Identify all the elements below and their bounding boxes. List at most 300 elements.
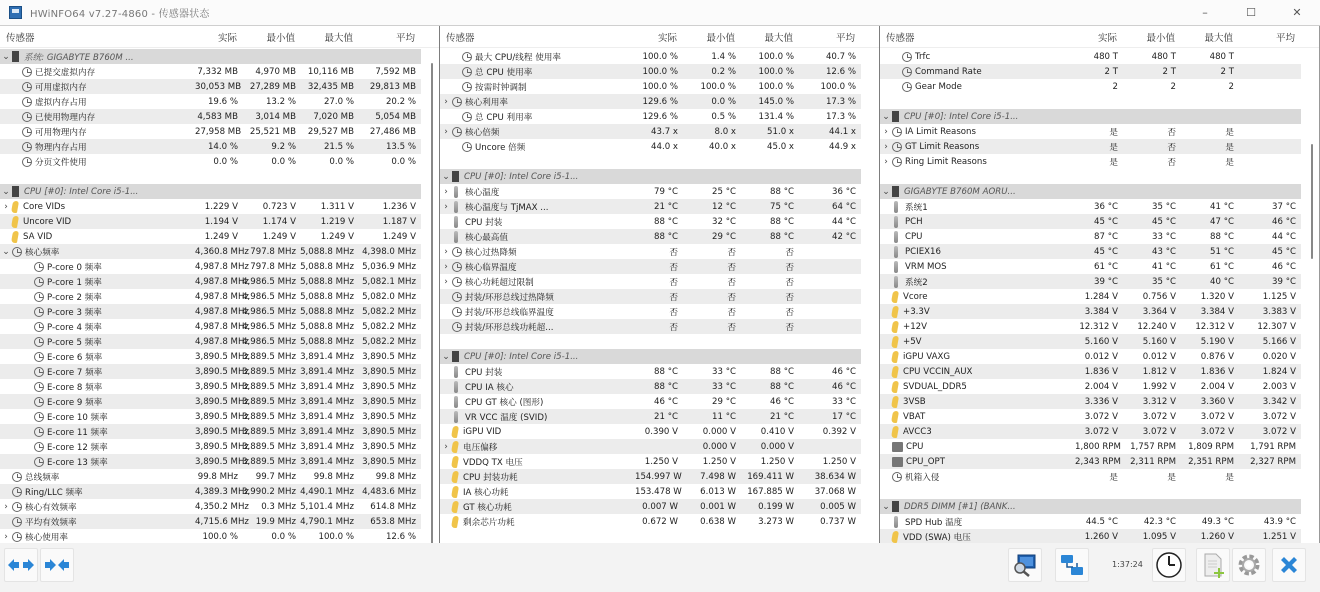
sensor-row[interactable]: [440, 499, 861, 514]
clock-sensor-icon: [452, 127, 462, 137]
value-avg: 45 °C: [1272, 246, 1296, 257]
value-min: 0.0 %: [271, 531, 296, 542]
clock-sensor-icon: [462, 112, 472, 122]
value-min: 否: [727, 307, 736, 318]
clock-sensor-icon: [452, 307, 462, 317]
value-current: 1.260 V: [1084, 531, 1118, 542]
sensor-row[interactable]: [880, 244, 1301, 259]
value-avg: 3.072 V: [1262, 426, 1296, 437]
sensor-row[interactable]: [0, 499, 421, 514]
value-max: 是: [1225, 157, 1234, 168]
sensor-row[interactable]: [440, 304, 861, 319]
sensor-name: CPU [#0]: Intel Core i5-1...: [464, 171, 579, 182]
sensor-row[interactable]: [440, 184, 861, 199]
collapse-columns-button[interactable]: [40, 548, 74, 582]
sensor-row[interactable]: [0, 244, 421, 259]
sensor-name: 总线频率: [25, 472, 60, 483]
value-avg: [795, 306, 857, 318]
value-current: 4,350.2 MHz: [195, 501, 249, 512]
value-min: 42.3 °C: [1143, 516, 1176, 527]
sensor-name: Ring Limit Reasons: [905, 156, 987, 167]
sensor-name: CPU [#0]: Intel Core i5-1...: [24, 186, 139, 197]
column-min[interactable]: 最小值: [1146, 32, 1175, 44]
expand-columns-button[interactable]: [4, 548, 38, 582]
thermometer-icon: [454, 411, 458, 423]
sensor-row[interactable]: [440, 424, 861, 439]
value-max: 3.384 V: [1200, 306, 1234, 317]
sensor-row[interactable]: [880, 379, 1301, 394]
sensor-name: SPD Hub 温度: [905, 517, 963, 528]
value-avg: 36 °C: [832, 186, 856, 197]
value-min: 0.2 %: [711, 66, 736, 77]
column-max[interactable]: 最大值: [324, 32, 353, 44]
sensor-row[interactable]: [880, 154, 1301, 169]
voltage-icon: [11, 216, 19, 228]
column-current[interactable]: 实际: [657, 32, 677, 44]
sensor-row[interactable]: [0, 124, 421, 139]
value-max: 3,891.4 MHz: [300, 456, 354, 467]
voltage-icon: [451, 486, 459, 498]
value-current: 0.007 W: [642, 501, 678, 512]
expand-chevron-icon[interactable]: ›: [884, 156, 888, 167]
expand-chevron-icon[interactable]: ›: [444, 276, 448, 287]
value-avg: 64 °C: [832, 201, 856, 212]
value-min: 797.8 MHz: [250, 246, 296, 257]
expand-chevron-icon[interactable]: ›: [444, 441, 448, 452]
value-avg: 46 °C: [832, 381, 856, 392]
thermometer-icon: [894, 201, 898, 213]
clock-sensor-icon: [462, 67, 472, 77]
value-avg: 29,813 MB: [369, 81, 416, 92]
clock-sensor-icon: [12, 532, 22, 542]
expand-chevron-icon[interactable]: ›: [444, 246, 448, 257]
value-max: 5,088.8 MHz: [300, 336, 354, 347]
sensor-row[interactable]: [0, 439, 421, 454]
sensor-row[interactable]: [440, 364, 861, 379]
sensor-row[interactable]: [880, 139, 1301, 154]
value-min: 13.2 %: [265, 96, 296, 107]
value-avg: 46 °C: [1272, 216, 1296, 227]
sensor-row[interactable]: [0, 229, 421, 244]
column-sensor[interactable]: 传感器: [446, 32, 475, 44]
sensor-row[interactable]: [0, 379, 421, 394]
sensor-name: E-core 11 频率: [47, 427, 108, 438]
sensor-row[interactable]: [880, 304, 1301, 319]
value-max: 3,891.4 MHz: [300, 396, 354, 407]
value-max: 41 °C: [1210, 201, 1234, 212]
value-min: 2,311 RPM: [1130, 456, 1176, 467]
expand-chevron-icon[interactable]: ›: [444, 261, 448, 272]
column-max[interactable]: 最大值: [1204, 32, 1233, 44]
value-avg: 1.251 V: [1262, 531, 1296, 542]
sensor-group-header[interactable]: [0, 49, 421, 64]
voltage-icon: [891, 531, 899, 543]
sensor-row[interactable]: [0, 454, 421, 469]
value-max: 是: [1225, 127, 1234, 138]
value-min: 否: [1167, 127, 1176, 138]
expand-chevron-icon[interactable]: ›: [4, 501, 8, 512]
sensor-name: P-core 5 频率: [47, 337, 102, 348]
value-min: 25,521 MB: [249, 126, 296, 137]
expand-chevron-icon[interactable]: ›: [884, 126, 888, 137]
value-max: 27.0 %: [323, 96, 354, 107]
sensor-name: 平均有效频率: [25, 517, 77, 528]
value-min: 4,986.5 MHz: [242, 336, 296, 347]
sensor-row[interactable]: [440, 289, 861, 304]
sensor-row[interactable]: [440, 139, 861, 154]
sensor-name: AVCC3: [903, 426, 932, 437]
sensor-name: 核心频率: [25, 247, 60, 258]
sensor-row[interactable]: [440, 454, 861, 469]
collapse-chevron-icon[interactable]: ⌄: [2, 246, 10, 257]
sensor-row[interactable]: [440, 469, 861, 484]
value-max: 5,088.8 MHz: [300, 291, 354, 302]
sensor-row[interactable]: [0, 484, 421, 499]
value-max: 5,101.4 MHz: [300, 501, 354, 512]
sensor-row[interactable]: [880, 334, 1301, 349]
value-min: 否: [727, 277, 736, 288]
value-avg: [1235, 52, 1297, 62]
sensor-row[interactable]: [880, 64, 1301, 79]
sensor-group-header[interactable]: [880, 184, 1301, 199]
sensor-row[interactable]: [440, 484, 861, 499]
sensor-row[interactable]: [880, 199, 1301, 214]
collapse-chevron-icon[interactable]: ⌄: [2, 51, 10, 62]
chip-icon: [452, 351, 459, 362]
value-avg: [795, 442, 857, 452]
sensor-name: CPU: [905, 231, 923, 242]
sensor-row[interactable]: [0, 349, 421, 364]
sensor-row[interactable]: [880, 49, 1301, 64]
voltage-icon: [11, 231, 19, 243]
value-current: 4,987.8 MHz: [195, 276, 249, 287]
value-avg: 44 °C: [832, 216, 856, 227]
value-min: 29 °C: [712, 396, 736, 407]
sensor-row[interactable]: [880, 469, 1301, 484]
value-min: 11 °C: [712, 411, 736, 422]
sensor-row[interactable]: [440, 259, 861, 274]
sensor-row[interactable]: [880, 439, 1301, 454]
value-current: 129.6 %: [642, 111, 678, 122]
network-icon: [1059, 552, 1085, 578]
expand-chevron-icon[interactable]: ›: [444, 96, 448, 107]
sensor-row[interactable]: [440, 79, 861, 94]
sensor-name: CPU 封装: [465, 367, 503, 378]
sensor-row[interactable]: [880, 259, 1301, 274]
value-max: 2: [1228, 81, 1234, 92]
sensor-row[interactable]: [0, 274, 421, 289]
sensor-row[interactable]: [440, 409, 861, 424]
expand-chevron-icon[interactable]: ›: [4, 531, 8, 542]
value-max: 29,527 MB: [307, 126, 354, 137]
column-min[interactable]: 最小值: [266, 32, 295, 44]
sensor-row[interactable]: [0, 94, 421, 109]
log-button[interactable]: [1196, 548, 1230, 582]
clock-sensor-icon: [452, 322, 462, 332]
sensor-rows: [880, 49, 1301, 543]
chip-icon: [12, 51, 19, 62]
value-avg: 44.1 x: [829, 126, 856, 137]
sensor-group-header[interactable]: [0, 184, 421, 199]
close-window-button[interactable]: [1274, 0, 1320, 25]
value-current: 88 °C: [654, 231, 678, 242]
connect-button[interactable]: [1055, 548, 1089, 582]
value-current: 99.8 MHz: [197, 471, 238, 482]
expand-chevron-icon[interactable]: ›: [444, 126, 448, 137]
sensor-row[interactable]: [440, 199, 861, 214]
monitor-search-icon: [1012, 552, 1038, 578]
column-current[interactable]: 实际: [217, 32, 237, 44]
voltage-icon: [451, 471, 459, 483]
sensor-row[interactable]: [880, 409, 1301, 424]
value-current: 88 °C: [654, 366, 678, 377]
value-avg: 12.6 %: [385, 531, 416, 542]
sensor-row[interactable]: [440, 319, 861, 334]
sensor-name: 最大 CPU/线程 使用率: [475, 52, 561, 63]
value-max: 1,809 RPM: [1188, 441, 1234, 452]
sensor-row[interactable]: [440, 379, 861, 394]
sensor-row[interactable]: [0, 199, 421, 214]
sensor-row[interactable]: [0, 64, 421, 79]
sensor-row[interactable]: [880, 514, 1301, 529]
sensor-name: 核心温度: [465, 187, 500, 198]
arrows-out-icon: [7, 558, 35, 572]
value-current: 88 °C: [654, 381, 678, 392]
value-current: 否: [669, 247, 678, 258]
sensor-row[interactable]: [880, 214, 1301, 229]
close-button[interactable]: [1272, 548, 1306, 582]
column-sensor[interactable]: 传感器: [886, 32, 915, 44]
clock-button[interactable]: [1152, 548, 1186, 582]
sensor-row[interactable]: [0, 469, 421, 484]
collapse-chevron-icon[interactable]: ⌄: [442, 351, 450, 362]
sensor-group-header[interactable]: [880, 499, 1301, 514]
expand-chevron-icon[interactable]: ›: [444, 201, 448, 212]
chip-icon: [892, 501, 899, 512]
sensor-row[interactable]: [880, 124, 1301, 139]
sensor-row[interactable]: [880, 394, 1301, 409]
sensor-row[interactable]: [880, 289, 1301, 304]
sensor-row[interactable]: [440, 439, 861, 454]
sensor-row[interactable]: [440, 274, 861, 289]
sensor-row[interactable]: [0, 214, 421, 229]
value-avg: 39 °C: [1272, 276, 1296, 287]
clock-sensor-icon: [12, 472, 22, 482]
vertical-scrollbar[interactable]: [1311, 144, 1313, 259]
sensor-row[interactable]: [880, 424, 1301, 439]
clock-sensor-icon: [452, 292, 462, 302]
sensor-row[interactable]: [880, 364, 1301, 379]
sensor-row[interactable]: [440, 124, 861, 139]
column-min[interactable]: 最小值: [706, 32, 735, 44]
sensor-name: PCIEX16: [905, 246, 941, 257]
sensor-row[interactable]: [0, 334, 421, 349]
collapse-chevron-icon[interactable]: ⌄: [442, 171, 450, 182]
sensor-row[interactable]: [0, 79, 421, 94]
value-min: 否: [727, 322, 736, 333]
sensor-row[interactable]: [880, 349, 1301, 364]
value-min: 6.013 W: [700, 486, 736, 497]
value-max: 2,351 RPM: [1188, 456, 1234, 467]
column-sensor[interactable]: 传感器: [6, 32, 35, 44]
voltage-icon: [891, 381, 899, 393]
value-min: 0.0 %: [271, 156, 296, 167]
value-max: 3,891.4 MHz: [300, 381, 354, 392]
sensor-name: Vcore: [903, 291, 928, 302]
expand-chevron-icon[interactable]: ›: [884, 141, 888, 152]
sensor-name: 总 CPU 利用率: [475, 112, 533, 123]
sensor-row[interactable]: [0, 364, 421, 379]
value-min: 99.7 MHz: [255, 471, 296, 482]
column-avg[interactable]: 平均: [835, 32, 855, 44]
sensor-name: E-core 7 频率: [47, 367, 103, 378]
sensor-name: CPU VCCIN_AUX: [903, 366, 973, 377]
maximize-button[interactable]: [1228, 0, 1274, 25]
sensor-row[interactable]: [0, 529, 421, 543]
value-min: 45 °C: [1152, 216, 1176, 227]
sensor-row[interactable]: [880, 319, 1301, 334]
expand-chevron-icon[interactable]: ›: [4, 201, 8, 212]
value-current: 4,987.8 MHz: [195, 336, 249, 347]
sensor-row[interactable]: [0, 514, 421, 529]
value-current: 是: [1109, 142, 1118, 153]
sensor-row[interactable]: [0, 409, 421, 424]
value-current: 45 °C: [1094, 216, 1118, 227]
column-avg[interactable]: 平均: [395, 32, 415, 44]
column-header: [880, 26, 1319, 48]
value-avg: 5,082.1 MHz: [362, 276, 416, 287]
value-current: 3.072 V: [1084, 411, 1118, 422]
clock-sensor-icon: [34, 292, 44, 302]
sensor-row[interactable]: [0, 109, 421, 124]
clock-sensor-icon: [22, 97, 32, 107]
spacer-row: [880, 484, 1301, 499]
sensor-row[interactable]: [440, 94, 861, 109]
column-current[interactable]: 实际: [1097, 32, 1117, 44]
sensor-row[interactable]: [880, 529, 1301, 543]
sensor-row[interactable]: [440, 394, 861, 409]
sensor-row[interactable]: [0, 139, 421, 154]
value-max: 40 °C: [1210, 276, 1234, 287]
voltage-icon: [891, 321, 899, 333]
sensor-row[interactable]: [440, 229, 861, 244]
expand-chevron-icon[interactable]: ›: [444, 186, 448, 197]
sensor-row[interactable]: [440, 109, 861, 124]
sensor-row[interactable]: [440, 514, 861, 529]
minimize-button[interactable]: [1182, 0, 1228, 25]
value-avg: 5,082.0 MHz: [362, 291, 416, 302]
sensor-row[interactable]: [0, 319, 421, 334]
sensor-name: Trfc: [915, 51, 931, 62]
value-avg: 1.249 V: [382, 231, 416, 242]
sensor-group-header[interactable]: [880, 109, 1301, 124]
sensor-name: VRM MOS: [905, 261, 947, 272]
sensor-row[interactable]: [440, 49, 861, 64]
value-min: 4,970 MB: [255, 66, 296, 77]
value-current: 否: [669, 307, 678, 318]
sensor-row[interactable]: [0, 259, 421, 274]
value-current: 3.336 V: [1084, 396, 1118, 407]
value-min: 480 T: [1151, 51, 1176, 62]
sensor-row[interactable]: [440, 214, 861, 229]
value-max: 1.311 V: [320, 201, 354, 212]
value-min: 12 °C: [712, 201, 736, 212]
chip-icon: [12, 186, 19, 197]
sensor-row[interactable]: [880, 454, 1301, 469]
value-min: 4,986.5 MHz: [242, 306, 296, 317]
value-avg: 5,082.2 MHz: [362, 306, 416, 317]
value-min: 0.5 %: [711, 111, 736, 122]
value-max: 1.219 V: [320, 216, 354, 227]
column-max[interactable]: 最大值: [764, 32, 793, 44]
collapse-chevron-icon[interactable]: ⌄: [2, 186, 10, 197]
value-max: 3,891.4 MHz: [300, 426, 354, 437]
value-avg: [795, 321, 857, 333]
value-current: 1.249 V: [204, 231, 238, 242]
value-min: 3,889.5 MHz: [242, 426, 296, 437]
sensor-row[interactable]: [880, 229, 1301, 244]
value-max: 3,891.4 MHz: [300, 366, 354, 377]
clock-sensor-icon: [34, 457, 44, 467]
sensor-group-header[interactable]: [440, 349, 861, 364]
sensor-name: 封装/环形总线功耗超...: [465, 322, 554, 333]
value-min: 3,889.5 MHz: [242, 381, 296, 392]
sensor-group-header[interactable]: [440, 169, 861, 184]
value-max: 100.0 %: [758, 51, 794, 62]
collapse-chevron-icon[interactable]: ⌄: [882, 186, 890, 197]
value-min: 3.072 V: [1142, 426, 1176, 437]
sensor-row[interactable]: [440, 244, 861, 259]
value-min: 1.249 V: [262, 231, 296, 242]
clock-icon: [1155, 551, 1183, 579]
value-avg: 40.7 %: [825, 51, 856, 62]
value-avg: 4,398.0 MHz: [362, 246, 416, 257]
sensor-row[interactable]: [0, 304, 421, 319]
sensor-row[interactable]: [0, 424, 421, 439]
sensor-row[interactable]: [880, 274, 1301, 289]
clock-sensor-icon: [902, 67, 912, 77]
value-max: 5,088.8 MHz: [300, 246, 354, 257]
sensor-row[interactable]: [0, 289, 421, 304]
collapse-chevron-icon[interactable]: ⌄: [882, 111, 890, 122]
column-avg[interactable]: 平均: [1275, 32, 1295, 44]
sensor-row[interactable]: [440, 64, 861, 79]
value-avg: 5,082.2 MHz: [362, 336, 416, 347]
sensor-name: 总 CPU 使用率: [475, 67, 533, 78]
sensor-name: Uncore VID: [23, 216, 72, 227]
vertical-scrollbar[interactable]: [431, 63, 433, 543]
clock-sensor-icon: [452, 97, 462, 107]
value-current: 2.004 V: [1084, 381, 1118, 392]
collapse-chevron-icon[interactable]: ⌄: [882, 501, 890, 512]
value-avg: 33 °C: [832, 396, 856, 407]
sensor-row[interactable]: [0, 394, 421, 409]
voltage-icon: [891, 336, 899, 348]
settings-button[interactable]: [1232, 548, 1266, 582]
sensor-row[interactable]: [880, 79, 1301, 94]
value-avg: 5.166 V: [1262, 336, 1296, 347]
value-max: 2.004 V: [1200, 381, 1234, 392]
value-max: 否: [785, 322, 794, 333]
sensor-name: +3.3V: [903, 306, 930, 317]
value-avg: 38.634 W: [814, 471, 856, 482]
network-monitor-button[interactable]: [1008, 548, 1042, 582]
value-avg: 7,592 MB: [375, 66, 416, 77]
clock-sensor-icon: [462, 82, 472, 92]
value-min: 否: [1167, 157, 1176, 168]
value-current: 44.5 °C: [1085, 516, 1118, 527]
sensor-row[interactable]: [0, 154, 421, 169]
